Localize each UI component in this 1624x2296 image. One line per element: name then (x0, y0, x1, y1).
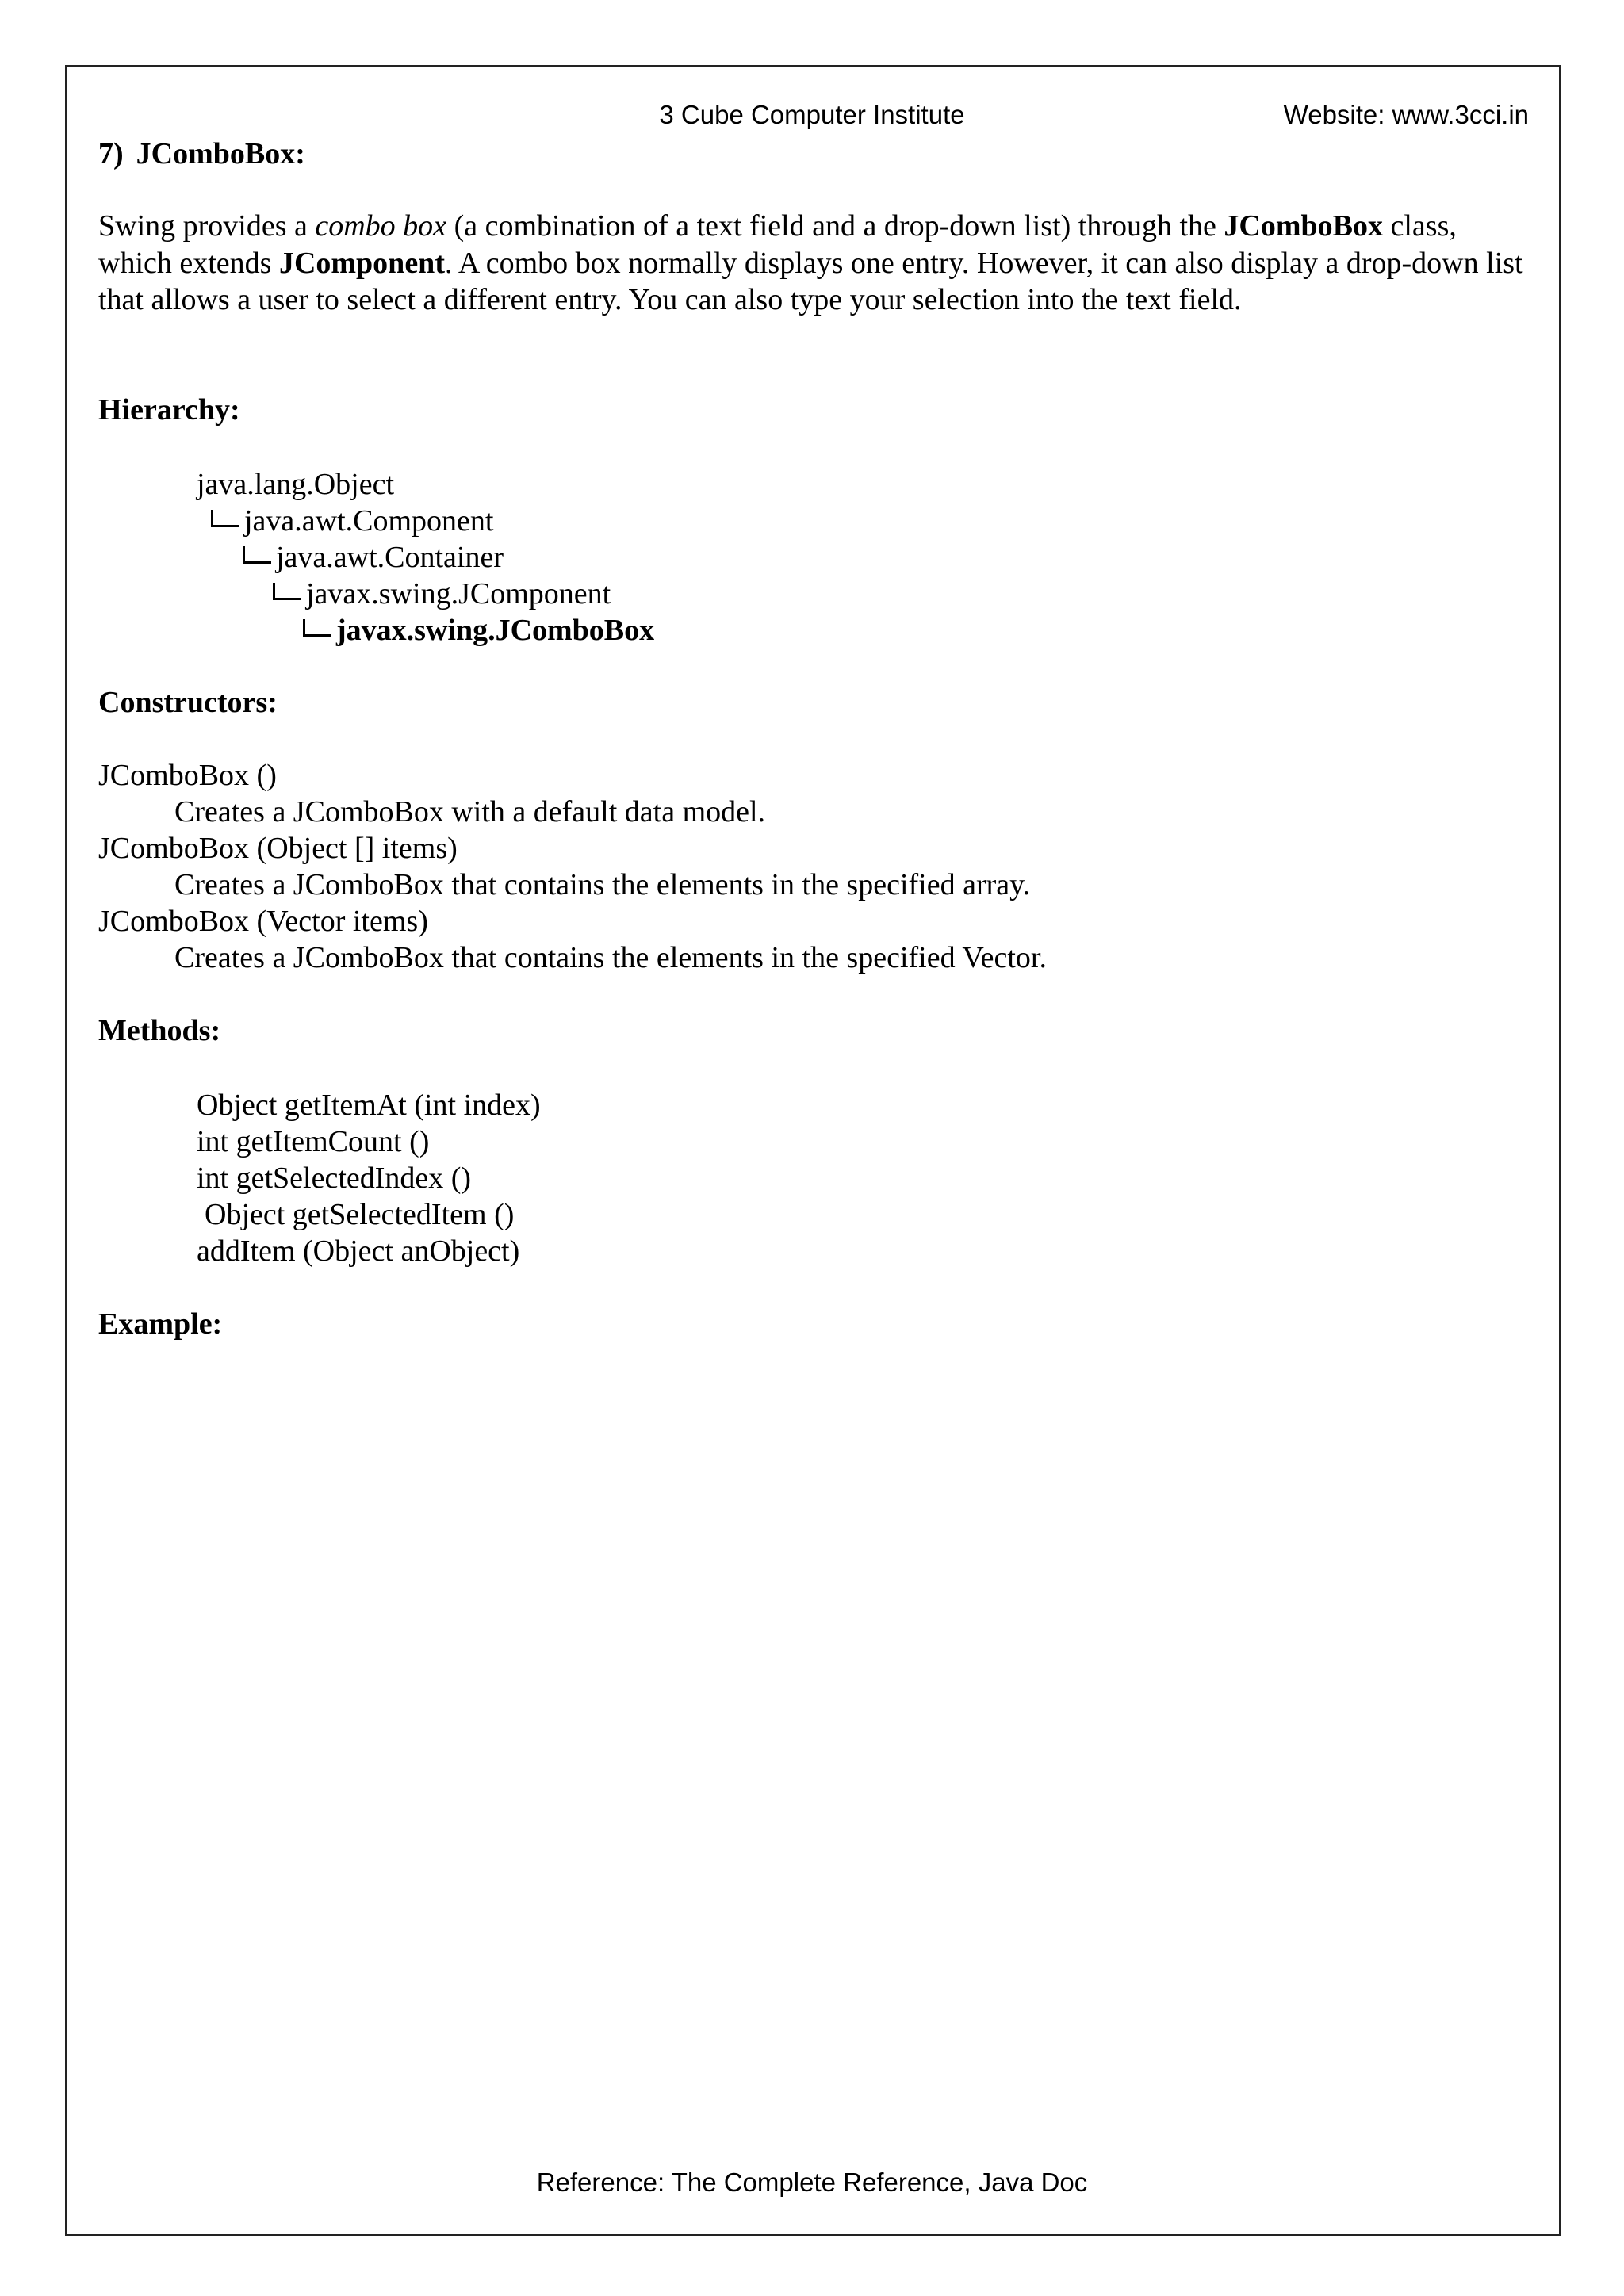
tree-connector-icon (273, 583, 301, 600)
constructor-description: Creates a JComboBox that contains the elements in the specified Vector. (174, 941, 1047, 974)
hierarchy-item-text: java.awt.Container (276, 541, 504, 574)
intro-text-3: class, which extends (98, 209, 1457, 280)
header-website: Website: www.3cci.in (1283, 100, 1529, 129)
tree-connector-icon (303, 619, 331, 637)
method-item: Object getSelectedItem () (205, 1198, 515, 1231)
header-institute: 3 Cube Computer Institute (659, 100, 965, 129)
hierarchy-item-text: java.awt.Component (244, 504, 494, 538)
hierarchy-item (211, 503, 493, 539)
intro-text-2: (a combination of a text field and a drop-down list) through the (446, 209, 1224, 243)
hierarchy-item: java.lang.Object (197, 468, 395, 501)
constructor-description: Creates a JComboBox that contains the elements in the specified array. (174, 868, 1031, 901)
hierarchy-item-text: javax.swing.JComponent (306, 577, 611, 610)
section-title-text: JComboBox: (136, 137, 305, 170)
footer-reference: Reference: The Complete Reference, Java Doc (536, 2168, 1088, 2197)
hierarchy-item-text: javax.swing.JComboBox (336, 614, 655, 647)
intro-paragraph (98, 208, 1526, 319)
tree-connector-icon (243, 546, 271, 564)
hierarchy-item (273, 576, 611, 612)
section-title (98, 136, 305, 171)
constructors-heading: Constructors: (98, 686, 278, 719)
intro-text-4: . A combo box normally displays one entry. However, it can also display a drop-down list that allows a user to select a different entry. You can also type your selection into the text field. (98, 246, 1523, 316)
method-item: Object getItemAt (int index) (197, 1089, 541, 1122)
example-heading: Example: (98, 1307, 223, 1341)
intro-bold-jcombobox: JComboBox (1224, 209, 1383, 243)
tree-connector-icon (211, 510, 239, 527)
hierarchy-item (303, 612, 654, 649)
constructor-signature: JComboBox (Vector items) (98, 905, 428, 938)
hierarchy-item (243, 539, 504, 576)
constructor-signature: JComboBox () (98, 759, 277, 792)
section-number: 7) (98, 137, 124, 170)
intro-text-1: Swing provides a (98, 209, 316, 243)
method-item: int getSelectedIndex () (197, 1161, 472, 1195)
method-item: addItem (Object anObject) (197, 1234, 520, 1268)
intro-emphasis: combo box (315, 209, 447, 243)
methods-heading: Methods: (98, 1014, 221, 1047)
constructor-description: Creates a JComboBox with a default data model. (174, 795, 766, 828)
intro-bold-jcomponent: JComponent (278, 246, 445, 280)
method-item: int getItemCount () (197, 1125, 430, 1158)
constructor-signature: JComboBox (Object [] items) (98, 832, 458, 865)
hierarchy-heading: Hierarchy: (98, 393, 240, 427)
